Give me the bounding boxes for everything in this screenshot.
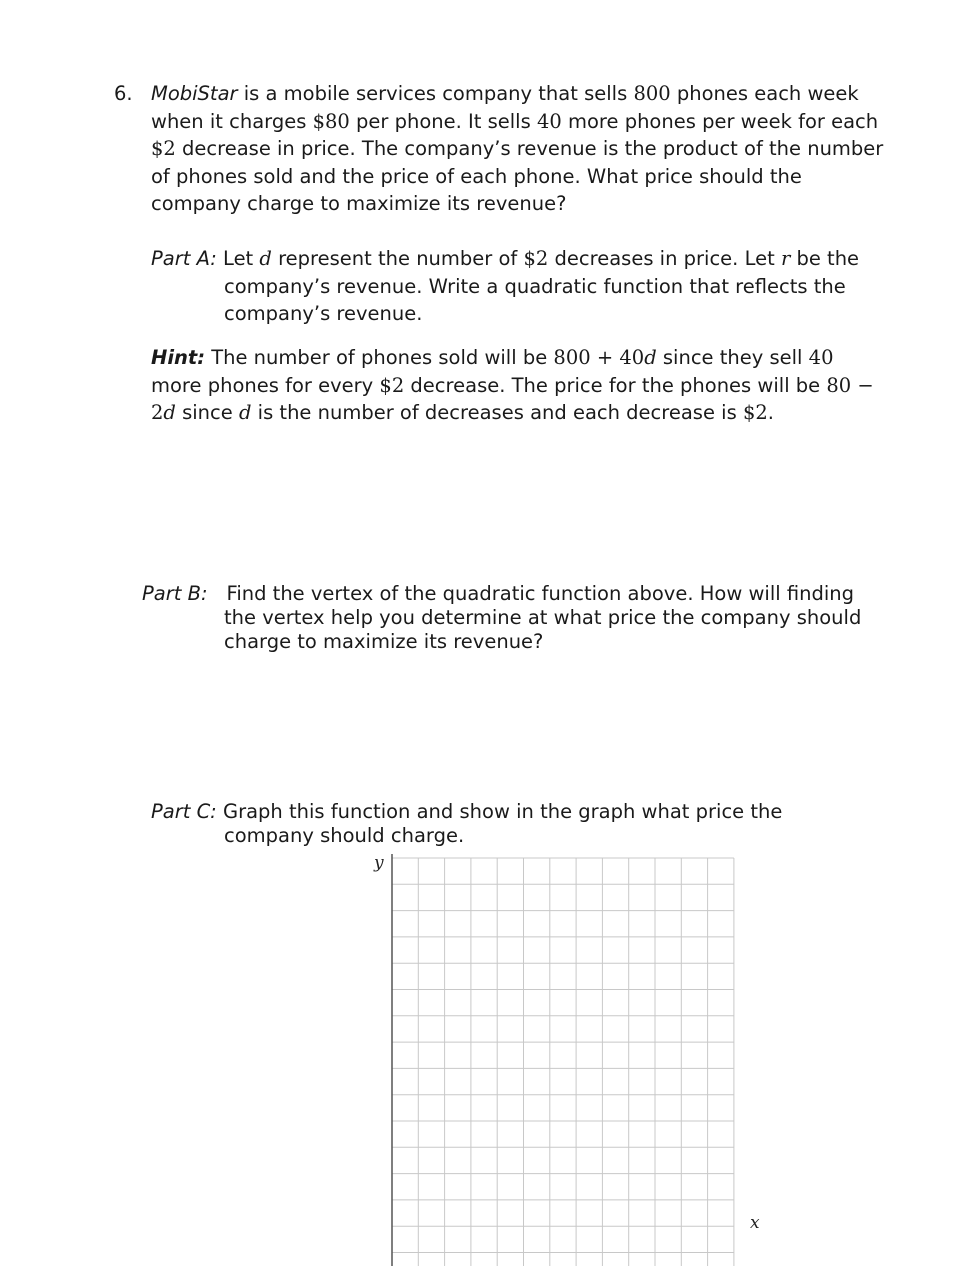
part-c-line2: company should charge. — [224, 824, 465, 847]
part-a-line2: company’s revenue. Write a quadratic function that reflects the — [224, 274, 846, 298]
axes — [392, 854, 738, 1266]
part-c-label: Part C: — [151, 800, 217, 823]
part-a-line1: Part A: Let d represent the number of $2 decreases in price. Let r be the — [151, 247, 860, 270]
part-b — [142, 582, 882, 654]
part-b-line1: Part B: Find the vertex of the quadratic function above. How will finding — [142, 582, 855, 605]
hint: Hint: The number of phones sold will be 800 + 40d since they sell 40 more phones for every $2 decrease. The price for the phones will be 80 − 2d since d is the number of decreases and each decrease is $2. — [151, 346, 874, 424]
y-axis-label: y — [374, 853, 384, 873]
company-name: MobiStar — [151, 82, 238, 105]
question-number: 6. — [114, 82, 133, 105]
part-a-line3: company’s revenue. — [224, 302, 423, 325]
part-b-line2: the vertex help you determine at what price the company should — [224, 606, 862, 629]
grid-lines — [392, 858, 734, 1266]
part-b-label: Part B: — [142, 582, 208, 605]
part-b-line3: charge to maximize its revenue? — [224, 630, 544, 653]
hint-label: Hint: — [151, 346, 206, 369]
graph-grid — [374, 850, 780, 1240]
part-a — [151, 245, 871, 328]
part-c-line1: Part C: Graph this function and show in the graph what price the — [151, 800, 783, 823]
part-a-label: Part A: — [151, 247, 217, 270]
question-text: MobiStar is a mobile services company that sells 800 phones each week when it charges $80 per phone. It sells 40 more phones per week for each $2 decrease in price. The company’s revenue is the product of the number of phones sold and the price of each phone. What price should the company charge to maximize its revenue? — [151, 82, 884, 215]
x-axis-label: x — [750, 1213, 760, 1233]
part-c — [151, 800, 871, 848]
